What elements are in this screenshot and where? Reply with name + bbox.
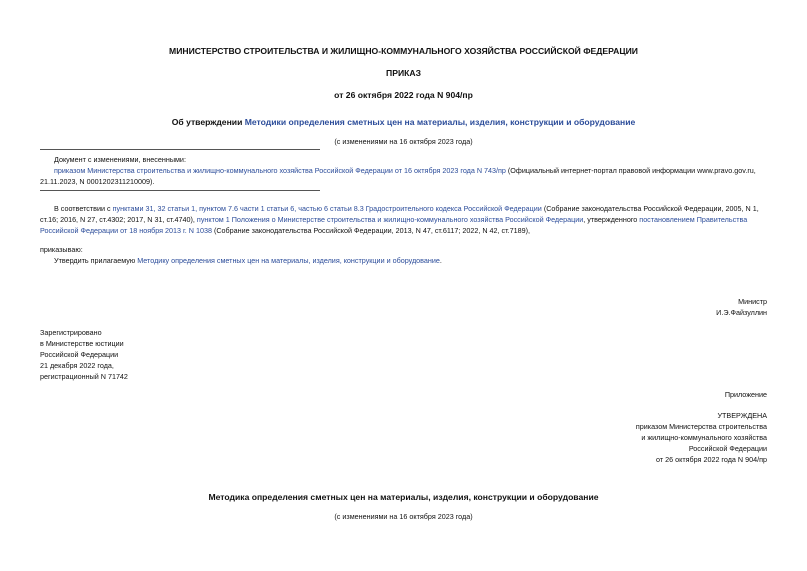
basis-l2-a: ст.16; 2016, N 27, ст.4302; 2017, N 31, ст.4740),	[40, 215, 197, 224]
changes-link[interactable]: приказом Министерства строительства и жилищно-коммунального хозяйства Российской Федерации от 16 октября 2023 года N 743/пр	[54, 166, 506, 175]
basis-l2-link2[interactable]: постановлением Правительства	[639, 215, 748, 224]
basis-l2-link[interactable]: пунктом 1 Положения о Министерстве строительства и жилищно-коммунального хозяйства Российской Федерации	[196, 215, 584, 224]
basis-l1-a: В соответствии с	[54, 204, 113, 213]
basis-line-1	[54, 204, 759, 213]
appendix-approved: УТВЕРЖДЕНА	[717, 411, 767, 420]
appendix-line: и жилищно-коммунального хозяйства	[641, 433, 767, 442]
appendix-line: Российской Федерации	[688, 444, 767, 453]
appendix-line: приказом Министерства строительства	[635, 422, 767, 431]
registration-line: регистрационный N 71742	[40, 372, 128, 381]
signature-name: И.Э.Файзуллин	[716, 308, 767, 317]
ministry-heading: МИНИСТЕРСТВО СТРОИТЕЛЬСТВА И ЖИЛИЩНО-КОММУНАЛЬНОГО ХОЗЯЙСТВА РОССИЙСКОЙ ФЕДЕРАЦИИ	[169, 46, 638, 56]
registration-line: Российской Федерации	[40, 350, 119, 359]
approve-b: .	[439, 256, 442, 265]
approve-line	[54, 256, 442, 265]
basis-l2-b: , утвержденного	[583, 215, 640, 224]
doc-title	[0, 117, 807, 127]
registration-line: Зарегистрировано	[40, 328, 102, 337]
basis-l3-b: (Собрание законодательства Российской Федерации, 2013, N 47, ст.6117; 2022, N 42, ст.7189),	[211, 226, 530, 235]
doc-title-prefix: Об утверждении	[171, 117, 245, 127]
changes-label: Документ с изменениями, внесенными:	[54, 155, 186, 164]
appendix-label: Приложение	[724, 390, 767, 399]
changes-rest-1: (Официальный интернет-портал правовой информации www.pravo.gov.ru,	[505, 166, 756, 175]
doc-title-link[interactable]: Методики определения сметных цен на материалы, изделия, конструкции и оборудование	[244, 117, 636, 127]
registration-line: 21 декабря 2022 года,	[40, 361, 114, 370]
approve-link[interactable]: Методику определения сметных цен на материалы, изделия, конструкции и оборудование	[137, 256, 440, 265]
basis-l1-b: (Собрание законодательства Российской Федерации, 2005, N 1,	[541, 204, 759, 213]
changes-line-1	[54, 166, 756, 175]
doc-type-heading: ПРИКАЗ	[386, 68, 421, 78]
doc-date: от 26 октября 2022 года N 904/пр	[334, 90, 473, 100]
divider-bottom	[40, 190, 320, 191]
signature-role: Министр	[738, 297, 767, 306]
changes-line-2: 21.11.2023, N 0001202311210009).	[40, 177, 155, 186]
basis-line-2	[40, 215, 747, 224]
method-title: Методика определения сметных цен на материалы, изделия, конструкции и оборудование	[208, 492, 599, 502]
method-amended-note: (с изменениями на 16 октября 2023 года)	[334, 512, 473, 521]
registration-line: в Министерстве юстиции	[40, 339, 124, 348]
basis-l1-link[interactable]: пунктами 31, 32 статьи 1, пунктом 7.6 части 1 статьи 6, частью 6 статьи 8.3 Градостроительного кодекса Российской Федерации	[112, 204, 542, 213]
basis-l3-link[interactable]: Российской Федерации от 18 ноября 2013 г. N 1038	[40, 226, 212, 235]
approve-a: Утвердить прилагаемую	[54, 256, 138, 265]
basis-line-3	[40, 226, 530, 235]
appendix-line: от 26 октября 2022 года N 904/пр	[656, 455, 767, 464]
divider-top	[40, 149, 320, 150]
amended-note: (с изменениями на 16 октября 2023 года)	[334, 137, 473, 146]
prikazyvayu: приказываю:	[40, 245, 83, 254]
